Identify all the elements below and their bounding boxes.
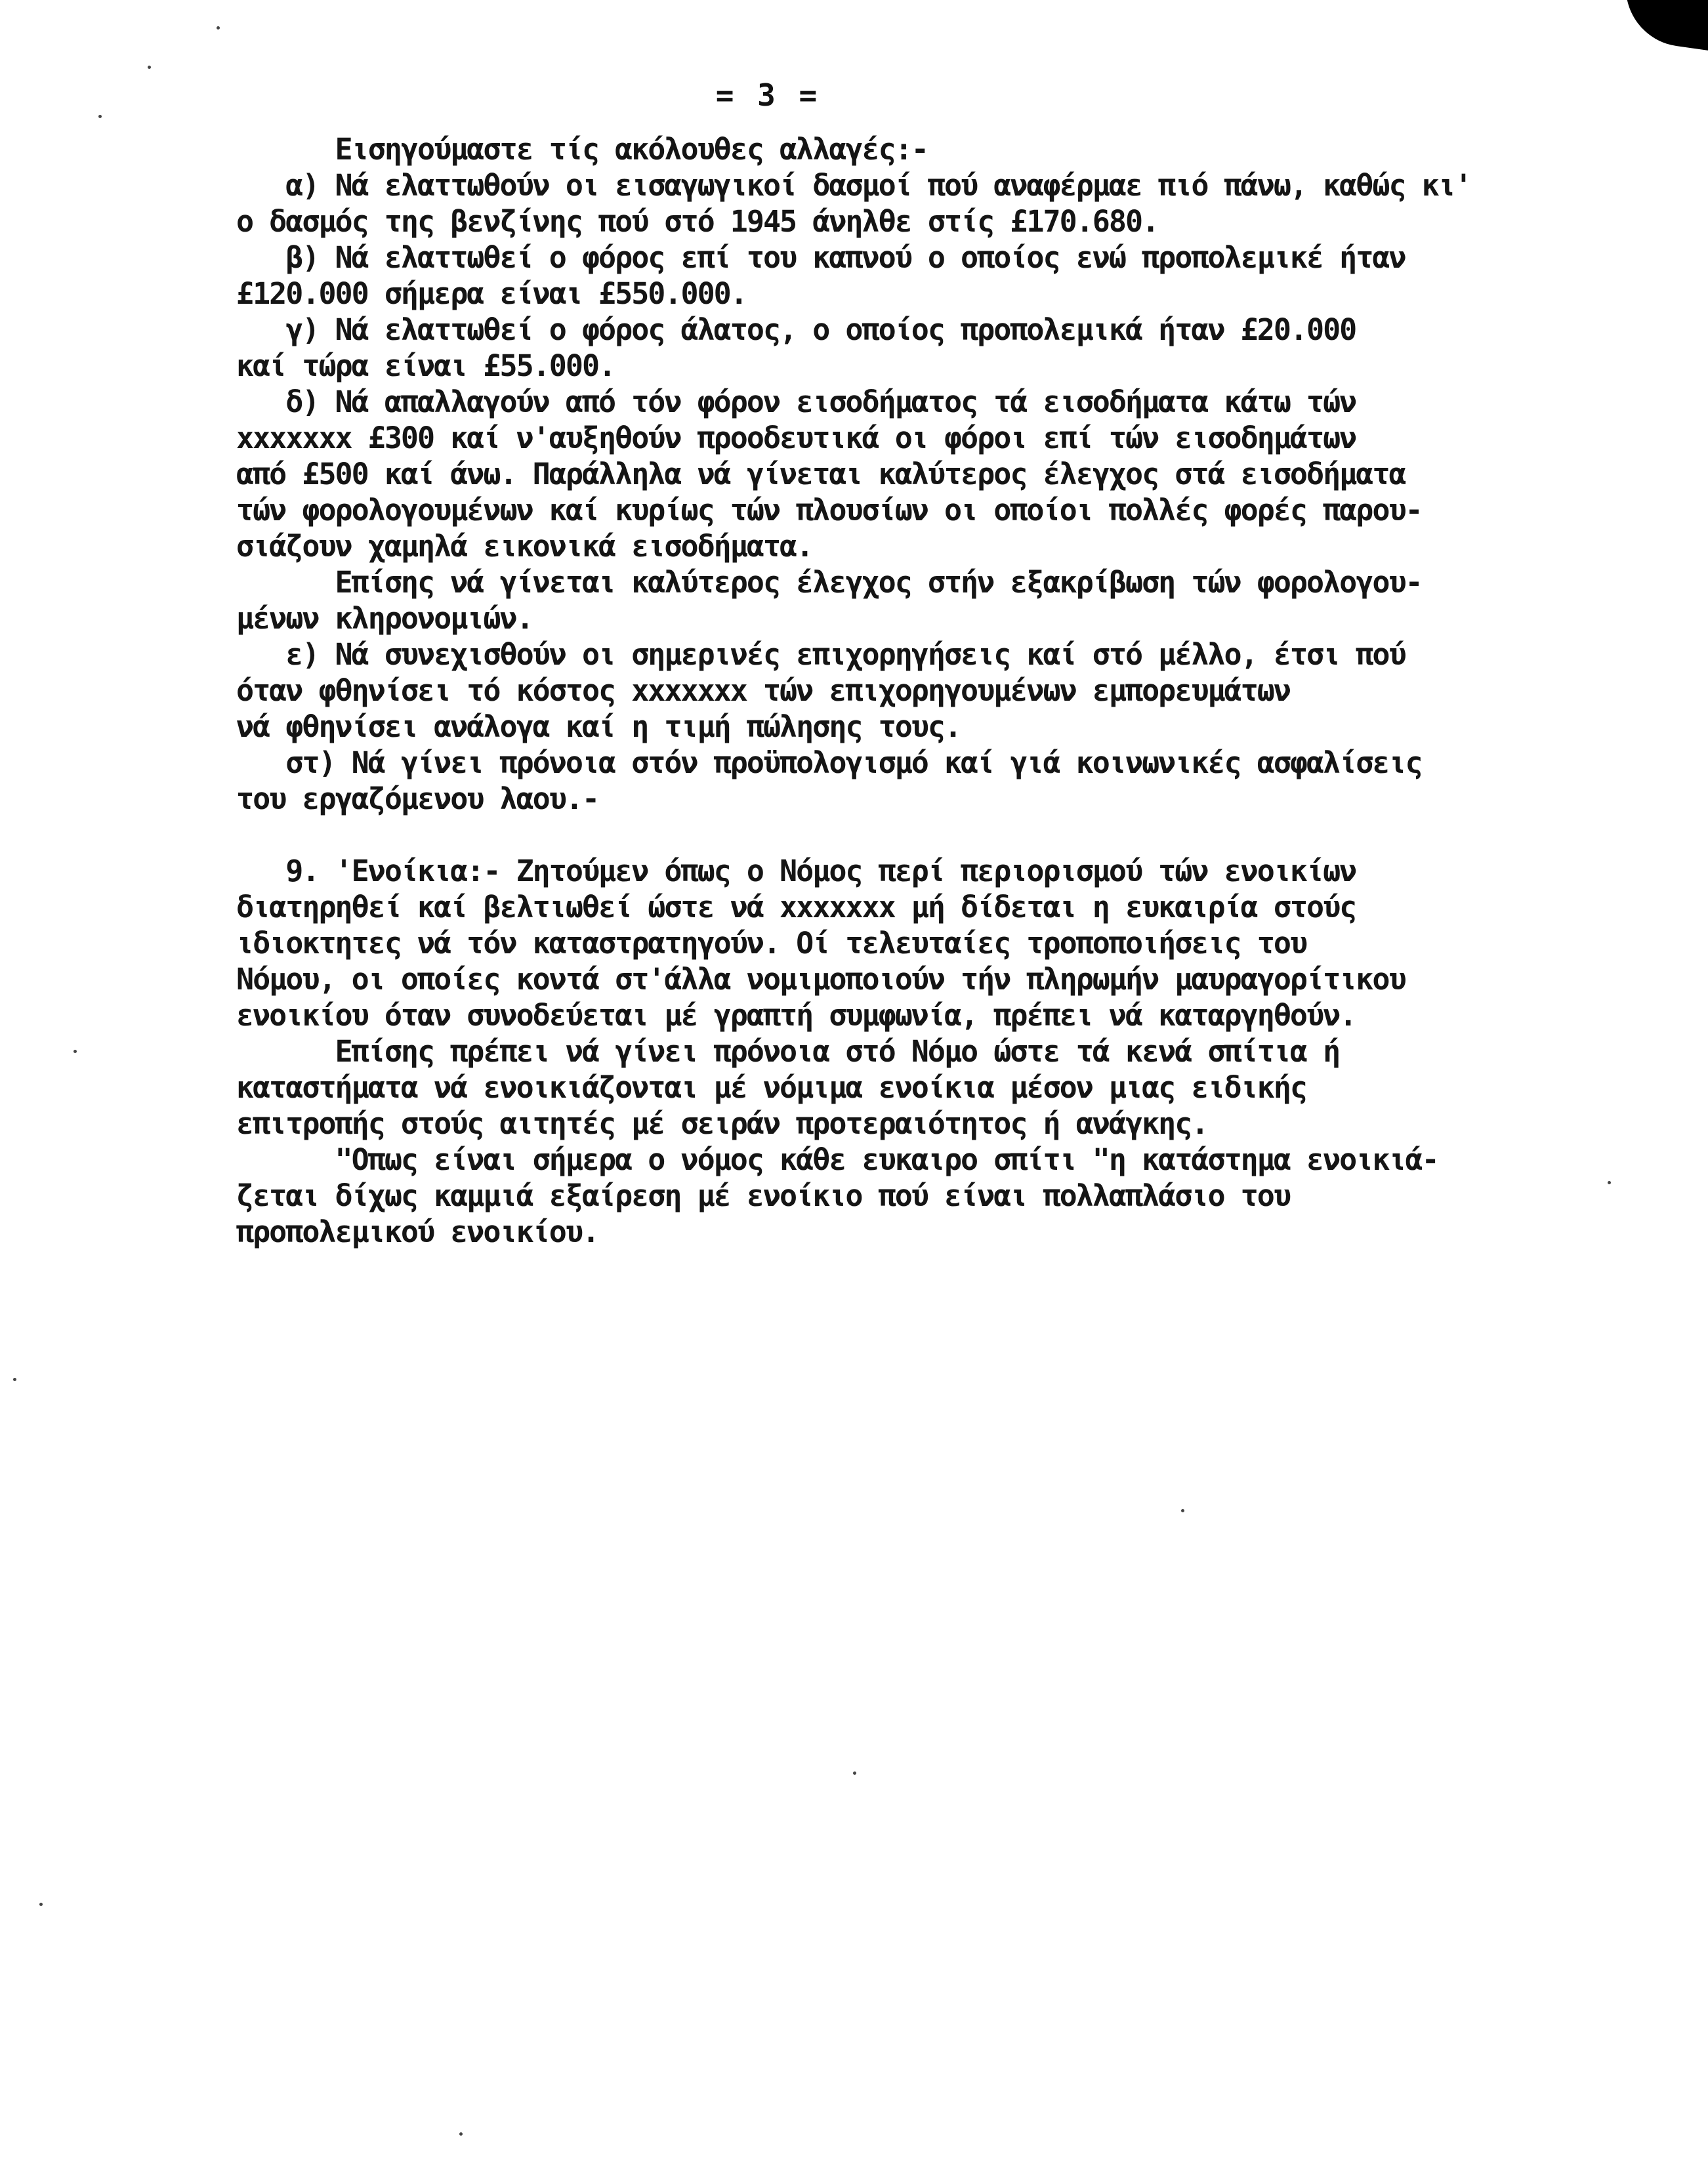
scan-speck: [217, 26, 220, 30]
text-line: Επίσης πρέπει νά γίνει πρόνοια στό Νόμο ώστε τά κενά σπίτια ή: [236, 1034, 1340, 1069]
text-line: στ) Νά γίνει πρόνοια στόν προϋπολογισμό καί γιά κοινωνικές ασφαλίσεις: [236, 745, 1422, 780]
page-number: = 3 =: [715, 77, 820, 113]
text-line: όταν φθηνίσει τό κόστος xxxxxxx τών επιχορηγουμένων εμπορευμάτων: [236, 673, 1290, 708]
text-line: του εργαζόμενου λαου.-: [236, 781, 599, 816]
text-line: β) Νά ελαττωθεί ο φόρος επί του καπνού ο οποίος ενώ προπολεμικέ ήταν: [236, 240, 1406, 275]
scan-speck: [1181, 1509, 1184, 1512]
text-line: δ) Νά απαλλαγούν από τόν φόρον εισοδήματος τά εισοδήματα κάτω τών: [236, 384, 1356, 419]
text-line: ενοικίου όταν συνοδεύεται μέ γραπτή συμφωνία, πρέπει νά καταργηθούν.: [236, 998, 1356, 1033]
text-line: ε) Νά συνεχισθούν οι σημερινές επιχορηγήσεις καί στό μέλλο, έτσι πού: [236, 637, 1406, 672]
text-line: xxxxxxx £300 καί ν'αυξηθούν προοδευτικά οι φόροι επί τών εισοδημάτων: [236, 421, 1356, 455]
text-line: τών φορολογουμένων καί κυρίως τών πλουσίων οι οποίοι πολλές φορές παρου-: [236, 493, 1422, 528]
text-line: α) Νά ελαττωθούν οι εισαγωγικοί δασμοί πού αναφέρμαε πιό πάνω, καθώς κι': [236, 168, 1471, 203]
scan-speck: [98, 115, 102, 118]
scan-speck: [39, 1903, 43, 1906]
text-line: Νόμου, οι οποίες κοντά στ'άλλα νομιμοποιούν τήν πληρωμήν μαυραγορίτικου: [236, 962, 1406, 997]
text-line: ιδιοκτητες νά τόν καταστρατηγούν. Οί τελευταίες τροποποιήσεις του: [236, 926, 1306, 961]
text-line: σιάζουν χαμηλά εικονικά εισοδήματα.: [236, 529, 813, 564]
text-line: καί τώρα είναι £55.000.: [236, 348, 615, 383]
text-line: προπολεμικού ενοικίου.: [236, 1214, 599, 1249]
text-line: Επίσης νά γίνεται καλύτερος έλεγχος στήν εξακρίβωση τών φορολογου-: [236, 565, 1422, 600]
text-line: από £500 καί άνω. Παράλληλα νά γίνεται καλύτερος έλεγχος στά εισοδήματα: [236, 457, 1406, 491]
paragraph-gap: [236, 817, 1680, 853]
text-line: £120.000 σήμερα είναι £550.000.: [236, 276, 747, 311]
scan-speck: [148, 66, 151, 69]
scan-speck: [1608, 1181, 1611, 1184]
scan-speck: [853, 1771, 856, 1775]
text-line: διατηρηθεί καί βελτιωθεί ώστε νά xxxxxxx μή δίδεται η ευκαιρία στούς: [236, 890, 1356, 924]
text-line: ζεται δίχως καμμιά εξαίρεση μέ ενοίκιο πού είναι πολλαπλάσιο του: [236, 1178, 1290, 1213]
text-line: επιτροπής στούς αιτητές μέ σειράν προτεραιότητος ή ανάγκης.: [236, 1106, 1208, 1141]
text-line: "Οπως είναι σήμερα ο νόμος κάθε ευκαιρο σπίτι "η κατάστημα ενοικιά-: [236, 1142, 1438, 1177]
text-line: ο δασμός της βενζίνης πού στό 1945 άνηλθε στίς £170.680.: [236, 204, 1159, 239]
typed-text-body: [236, 131, 1680, 1250]
text-line: νά φθηνίσει ανάλογα καί η τιμή πώλησης τους.: [236, 709, 961, 744]
text-line: Εισηγούμαστε τίς ακόλουθες αλλαγές:-: [236, 132, 928, 167]
text-line: γ) Νά ελαττωθεί ο φόρος άλατος, ο οποίος προπολεμικά ήταν £20.000: [236, 312, 1356, 347]
text-line: μένων κληρονομιών.: [236, 601, 533, 636]
text-line: 9. 'Ενοίκια:- Ζητούμεν όπως ο Νόμος περί περιορισμού τών ενοικίων: [236, 854, 1356, 888]
scan-speck: [459, 2132, 463, 2136]
text-line: καταστήματα νά ενοικιάζονται μέ νόμιμα ενοίκια μέσον μιας ειδικής: [236, 1070, 1306, 1105]
scan-speck: [13, 1378, 16, 1381]
scan-speck: [73, 1050, 77, 1053]
ink-blot: [1618, 0, 1708, 53]
